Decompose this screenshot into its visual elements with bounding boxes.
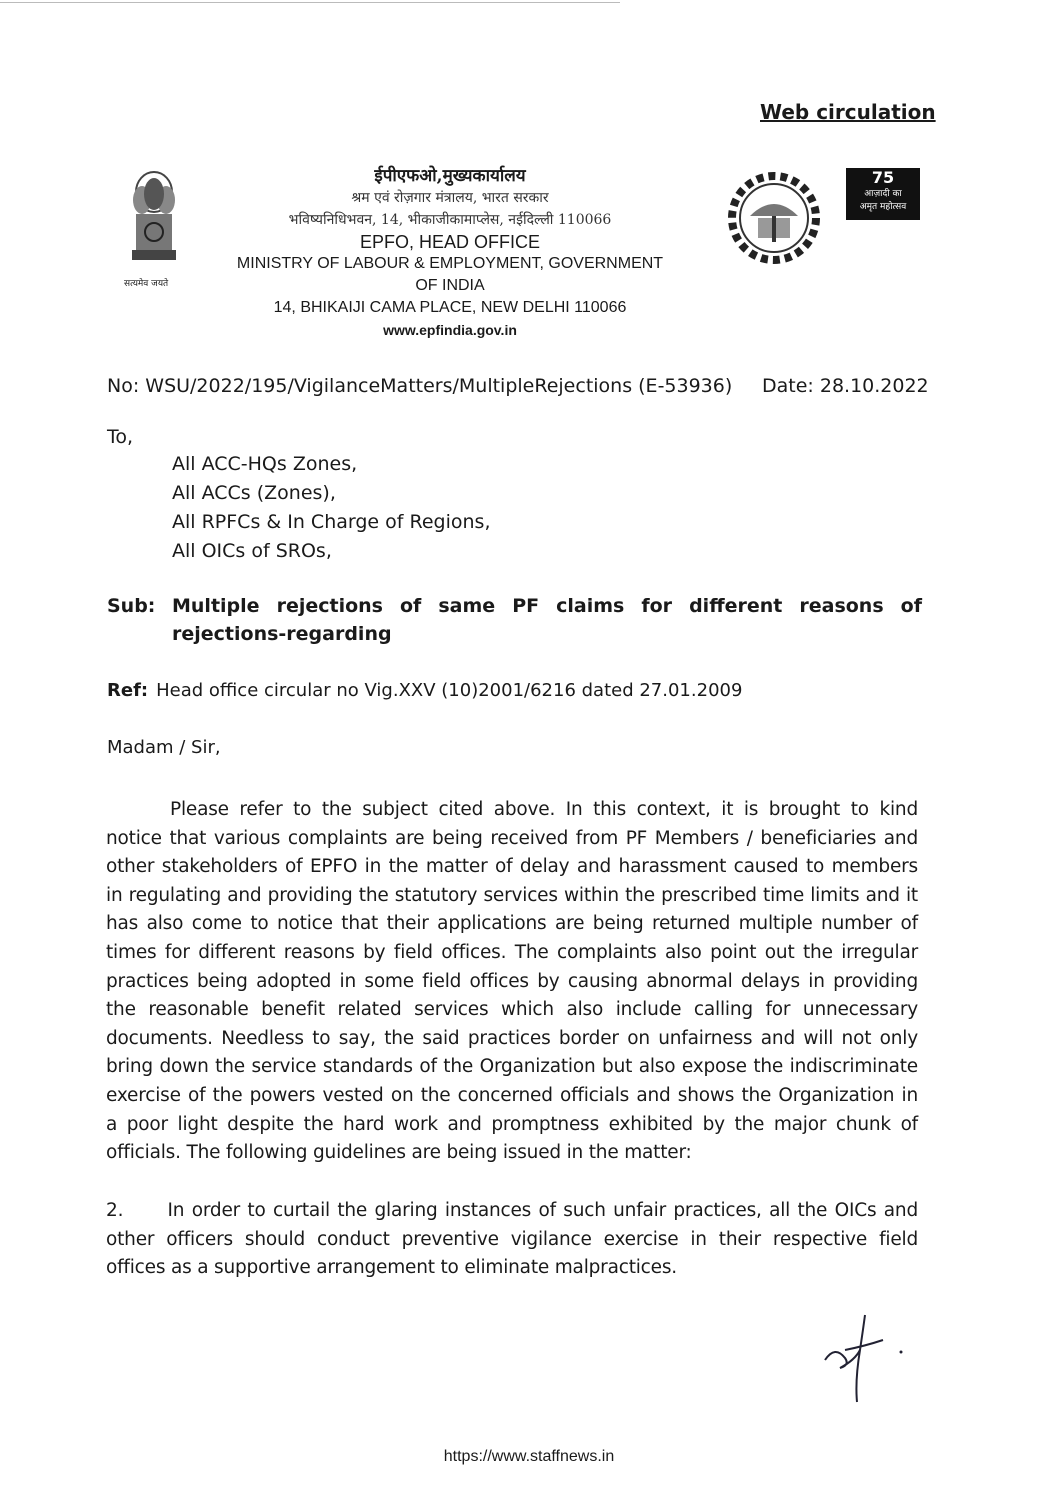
- paragraph-line: the reasonable benefit related services which also include calling for unnecessary: [106, 999, 918, 1021]
- letter-number: No: WSU/2022/195/VigilanceMatters/MultipleRejections (E-53936): [107, 375, 733, 397]
- national-emblem-icon: [128, 170, 180, 270]
- addressee: All RPFCs & In Charge of Regions,: [172, 511, 491, 533]
- addressee: All ACC-HQs Zones,: [172, 453, 358, 475]
- paragraph-line: has also come to notice that their applications are being returned multiple number of: [106, 913, 918, 935]
- paragraph-line: a poor light despite the hard work and promptness exhibited by the major chunk of: [106, 1113, 918, 1135]
- logo-text-2: अमृत महोत्सव: [859, 202, 907, 212]
- subject-text: Multiple rejections of same PF claims for different reasons of rejections-regarding: [172, 595, 922, 645]
- ministry-line-1: MINISTRY OF LABOUR & EMPLOYMENT, GOVERNMENT: [236, 255, 664, 272]
- paragraph-line: offices as a supportive arrangement to eliminate malpractices.: [106, 1257, 677, 1279]
- addressee-list: [172, 450, 490, 566]
- paragraph-line: other stakeholders of EPFO in the matter of delay and harassment caused to members: [106, 856, 918, 878]
- hindi-title: ईपीएफओ,मुख्यकार्यालय: [374, 166, 526, 186]
- scan-edge-line: [0, 2, 620, 3]
- addressee: All ACCs (Zones),: [172, 482, 336, 504]
- ref-label: Ref:: [107, 680, 149, 701]
- hindi-ministry: श्रम एवं रोज़गार मंत्रालय, भारत सरकार: [351, 190, 549, 206]
- hindi-address: भविष्यनिधिभवन, 14, भीकाजीकामाप्लेस, नईदिल्ली 110066: [288, 212, 612, 228]
- to-label: To,: [107, 426, 134, 448]
- paragraph-line: officials. The following guidelines are being issued in the matter:: [106, 1142, 692, 1164]
- logo-number: 75: [871, 168, 895, 187]
- office-address: 14, BHIKAIJI CAMA PLACE, NEW DELHI 110066: [273, 299, 627, 316]
- paragraph-line: Please refer to the subject cited above. In this context, it is brought to kind: [170, 799, 918, 820]
- paragraph-line: documents. Needless to say, the said practices border on unfairness and will not only: [106, 1027, 918, 1049]
- letterhead: [200, 165, 700, 341]
- subject-label: Sub:: [107, 595, 156, 617]
- paragraph-line: 2. In order to curtail the glaring instances of such unfair practices, all the OICs and: [106, 1200, 918, 1221]
- subject: [107, 592, 922, 648]
- epfo-logo-icon: [728, 172, 820, 264]
- emblem-caption: सत्यमेव जयते: [124, 279, 169, 289]
- addressee: All OICs of SROs,: [172, 540, 332, 562]
- ministry-line-2: OF INDIA: [415, 277, 485, 294]
- paragraph-line: exercise of the powers vested on the concerned officials and shows the Organization in: [106, 1084, 918, 1106]
- paragraph-2: [106, 1197, 918, 1283]
- office-title: EPFO, HEAD OFFICE: [359, 232, 541, 252]
- paragraph-line: in regulating and providing the statutory services within the prescribed time limits and it: [106, 884, 918, 906]
- web-circulation-label: Web circulation: [760, 100, 936, 124]
- salutation: Madam / Sir,: [107, 737, 221, 758]
- paragraph-line: practices being adopted in some field offices by causing abnormal delays in providing: [106, 970, 918, 992]
- paragraph-line: times for different reasons by field offices. The complaints also point out the irregular: [106, 941, 918, 963]
- paragraph-line: bring down the service standards of the Organization but also expose the indiscriminate: [106, 1056, 918, 1078]
- ref-text: Head office circular no Vig.XXV (10)2001/6216 dated 27.01.2009: [156, 680, 743, 701]
- signature-icon: [815, 1310, 905, 1410]
- reference: [107, 680, 742, 701]
- letter-date: Date: 28.10.2022: [762, 375, 929, 397]
- paragraph-line: other officers should conduct preventive vigilance exercise in their respective field: [106, 1228, 918, 1250]
- azadi-ka-amrit-mahotsav-logo: [846, 168, 920, 220]
- website: www.epfindia.gov.in: [383, 322, 517, 338]
- paragraph-1: [106, 796, 918, 1168]
- paragraph-line: notice that various complaints are being received from PF Members / beneficiaries and: [106, 827, 918, 849]
- logo-text-1: आज़ादी का: [864, 189, 902, 199]
- footer-url: https://www.staffnews.in: [443, 1448, 615, 1465]
